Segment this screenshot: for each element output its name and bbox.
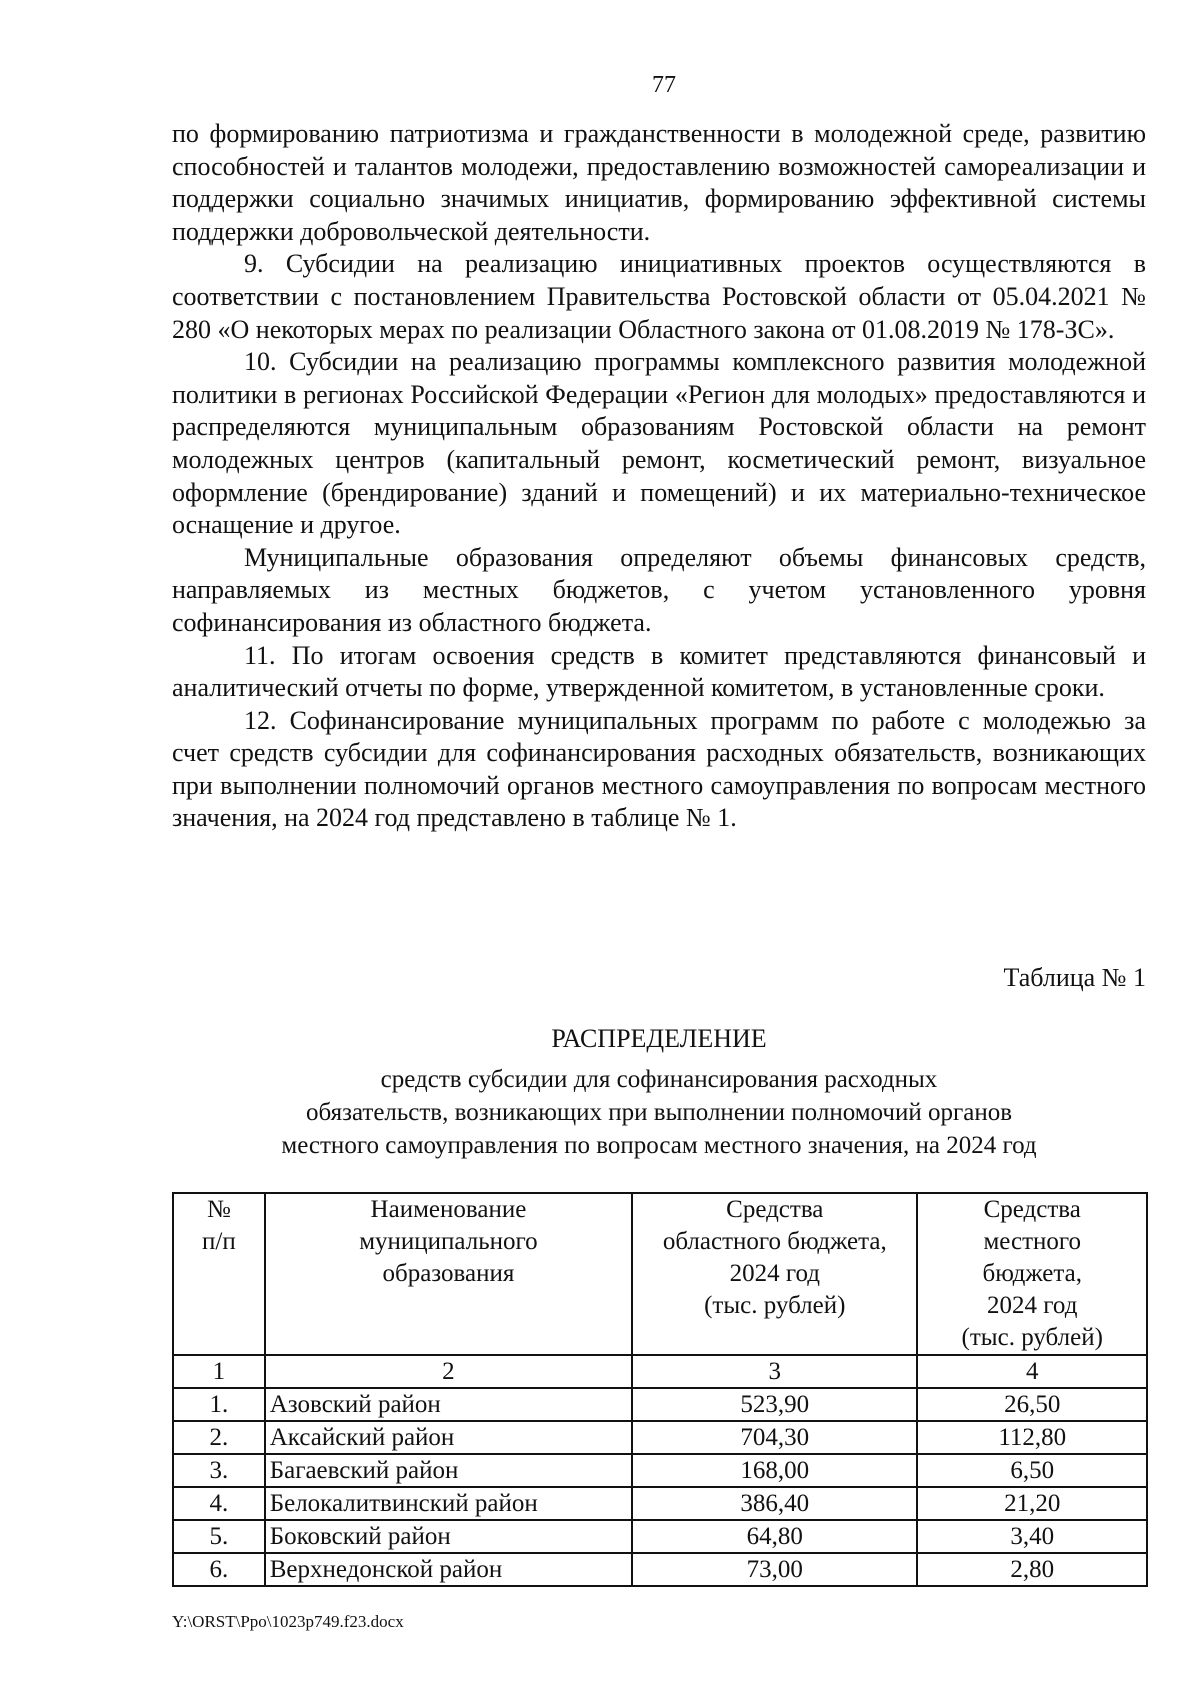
local-budget-value: 26,50 bbox=[917, 1388, 1147, 1421]
subtitle-line: средств субсидии для софинансирования расходных bbox=[380, 1066, 938, 1093]
regional-budget-value: 168,00 bbox=[632, 1454, 917, 1487]
footer-file-path: Y:\ORST\Ppo\1023p749.f23.docx bbox=[172, 1612, 404, 1631]
header-name: Наименование муниципального образования bbox=[265, 1193, 632, 1355]
paragraph-11: 11. По итогам освоения средств в комитет представляются финансовый и аналитический отчеты по форме, утвержденной комитетом, в установленные сроки. bbox=[172, 640, 1146, 703]
local-budget-value: 6,50 bbox=[917, 1454, 1147, 1487]
municipality-name: Азовский район bbox=[265, 1388, 632, 1421]
row-number: 6. bbox=[173, 1553, 265, 1586]
regional-budget-value: 73,00 bbox=[632, 1553, 917, 1586]
table-row bbox=[173, 1421, 1147, 1454]
table-header-row bbox=[173, 1193, 1147, 1355]
regional-budget-value: 64,80 bbox=[632, 1520, 917, 1553]
row-number: 2. bbox=[173, 1421, 265, 1454]
regional-budget-value: 386,40 bbox=[632, 1487, 917, 1520]
header-local-budget: Средства местного бюджета, 2024 год (тыс. рублей) bbox=[917, 1193, 1147, 1355]
column-number-row bbox=[173, 1355, 1147, 1388]
regional-budget-value: 704,30 bbox=[632, 1421, 917, 1454]
column-number: 4 bbox=[917, 1355, 1147, 1388]
table-row bbox=[173, 1520, 1147, 1553]
column-number: 2 bbox=[265, 1355, 632, 1388]
regional-budget-value: 523,90 bbox=[632, 1388, 917, 1421]
table-row bbox=[173, 1388, 1147, 1421]
municipality-name: Аксайский район bbox=[265, 1421, 632, 1454]
table-caption: Таблица № 1 bbox=[1003, 963, 1146, 992]
table-row bbox=[173, 1454, 1147, 1487]
local-budget-value: 112,80 bbox=[917, 1421, 1147, 1454]
column-number: 1 bbox=[173, 1355, 265, 1388]
table-row bbox=[173, 1487, 1147, 1520]
municipality-name: Белокалитвинский район bbox=[265, 1487, 632, 1520]
row-number: 5. bbox=[173, 1520, 265, 1553]
distribution-title: РАСПРЕДЕЛЕНИЕ bbox=[551, 1024, 767, 1053]
row-number: 1. bbox=[173, 1388, 265, 1421]
row-number: 4. bbox=[173, 1487, 265, 1520]
paragraph-continuation: по формированию патриотизма и гражданственности в молодежной среде, развитию способностей и талантов молодежи, предоставлению возможностей самореализации и поддержки социально значимых инициатив, формированию эффективной системы поддержки добровольческой деятельности. bbox=[172, 119, 1146, 246]
municipality-name: Боковский район bbox=[265, 1520, 632, 1553]
local-budget-value: 3,40 bbox=[917, 1520, 1147, 1553]
row-number: 3. bbox=[173, 1454, 265, 1487]
municipality-name: Багаевский район bbox=[265, 1454, 632, 1487]
page-number: 77 bbox=[652, 72, 676, 98]
table-row bbox=[173, 1553, 1147, 1586]
distribution-subtitle bbox=[172, 1063, 1146, 1162]
paragraph-12: 12. Софинансирование муниципальных программ по работе с молодежью за счет средств субсидии для софинансирования расходных обязательств, возникающих при выполнении полномочий органов местного самоуправления по вопросам местного значения, на 2024 год представлено в таблице № 1. bbox=[172, 705, 1146, 833]
subtitle-line: местного самоуправления по вопросам местного значения, на 2024 год bbox=[281, 1132, 1037, 1159]
column-number: 3 bbox=[632, 1355, 917, 1388]
local-budget-value: 2,80 bbox=[917, 1553, 1147, 1586]
paragraph-9: 9. Субсидии на реализацию инициативных проектов осуществляются в соответствии с постановлением Правительства Ростовской области от 05.04.2021 № 280 «О некоторых мерах по реализации Областного закона от 01.08.2019 № 178-ЗС». bbox=[172, 249, 1146, 344]
body-text bbox=[172, 118, 1146, 835]
paragraph-municipal: Муниципальные образования определяют объемы финансовых средств, направляемых из местных бюджетов, с учетом установленного уровня софинансирования из областного бюджета. bbox=[172, 542, 1146, 637]
distribution-table bbox=[172, 1192, 1148, 1587]
municipality-name: Верхнедонской район bbox=[265, 1553, 632, 1586]
subtitle-line: обязательств, возникающих при выполнении полномочий органов bbox=[305, 1099, 1013, 1126]
header-number: № п/п bbox=[173, 1193, 265, 1355]
header-regional-budget: Средства областного бюджета, 2024 год (тыс. рублей) bbox=[632, 1193, 917, 1355]
paragraph-10: 10. Субсидии на реализацию программы комплексного развития молодежной политики в регионах Российской Федерации «Регион для молодых» предоставляются и распределяются муниципальным образованиям Ростовской области на ремонт молодежных центров (капитальный ремонт, косметический ремонт, визуальное оформление (брендирование) зданий и помещений) и их материально-техническое оснащение и другое. bbox=[172, 347, 1146, 540]
local-budget-value: 21,20 bbox=[917, 1487, 1147, 1520]
